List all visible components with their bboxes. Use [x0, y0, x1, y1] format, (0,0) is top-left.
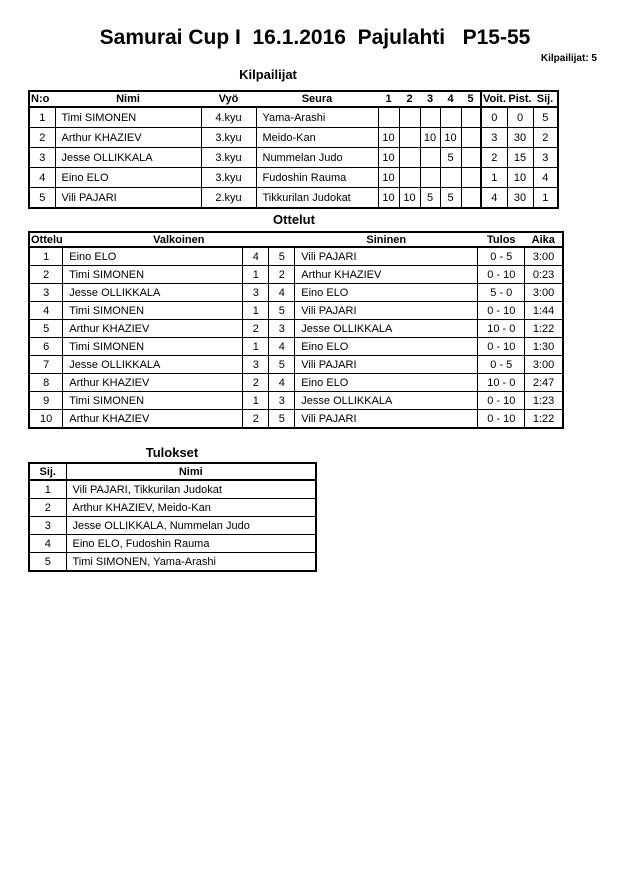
cell-score-3 [420, 107, 440, 128]
cell-score-4: 5 [440, 188, 461, 209]
cell-white-no: 1 [243, 266, 269, 284]
cell-no: 1 [29, 107, 55, 128]
cell-blue-no: 5 [269, 356, 295, 374]
cell-white-no: 1 [243, 338, 269, 356]
cell-no: 2 [29, 128, 55, 148]
cell-blue-name: Eino ELO [295, 374, 478, 392]
cell-place: 4 [29, 535, 66, 553]
cell-place: 1 [533, 188, 558, 209]
cell-blue-no: 5 [269, 247, 295, 266]
cell-blue-name: Eino ELO [295, 338, 478, 356]
cell-result: 0 - 10 [478, 338, 525, 356]
cell-match-no: 6 [29, 338, 63, 356]
cell-blue-no: 4 [269, 338, 295, 356]
cell-points: 30 [507, 188, 533, 209]
cell-points: 0 [507, 107, 533, 128]
competitor-row [29, 188, 558, 209]
cell-white-no: 4 [243, 247, 269, 266]
cell-time: 1:23 [525, 392, 563, 410]
cell-score-5 [461, 168, 481, 188]
cell-result: 0 - 10 [478, 266, 525, 284]
cell-score-3: 5 [420, 188, 440, 209]
cell-white-name: Timi SIMONEN [63, 338, 243, 356]
cell-club: Meido-Kan [256, 128, 378, 148]
cell-club: Nummelan Judo [256, 148, 378, 168]
cell-name: Eino ELO, Fudoshin Rauma [66, 535, 316, 553]
cell-white-name: Arthur KHAZIEV [63, 410, 243, 429]
cell-blue-name: Vili PAJARI [295, 302, 478, 320]
cell-place: 2 [533, 128, 558, 148]
cell-time: 3:00 [525, 247, 563, 266]
results-table-header [29, 463, 316, 480]
cell-place: 3 [533, 148, 558, 168]
cell-belt: 2.kyu [201, 188, 256, 209]
cell-blue-no: 3 [269, 320, 295, 338]
cell-score-2 [399, 168, 420, 188]
cell-blue-no: 5 [269, 302, 295, 320]
header-row [29, 91, 558, 107]
match-row [29, 392, 563, 410]
cell-points: 30 [507, 128, 533, 148]
match-row [29, 320, 563, 338]
cell-match-no: 1 [29, 247, 63, 266]
matches-section-heading: Ottelut [273, 212, 315, 227]
cell-result: 10 - 0 [478, 320, 525, 338]
cell-white-name: Jesse OLLIKKALA [63, 284, 243, 302]
cell-belt: 3.kyu [201, 148, 256, 168]
cell-score-3 [420, 148, 440, 168]
cell-match-no: 4 [29, 302, 63, 320]
competitors-table-body [29, 107, 558, 208]
result-row [29, 553, 316, 572]
cell-blue-name: Jesse OLLIKKALA [295, 320, 478, 338]
cell-name: Arthur KHAZIEV, Meido-Kan [66, 499, 316, 517]
cell-time: 1:22 [525, 320, 563, 338]
col-header-no: N:o [29, 91, 55, 107]
match-row [29, 374, 563, 392]
col-header-wins: Voit. [482, 93, 506, 105]
results-table-body [29, 480, 316, 571]
col-header-match-no: Ottelu [31, 233, 63, 246]
cell-blue-name: Vili PAJARI [295, 410, 478, 429]
cell-result: 0 - 5 [478, 356, 525, 374]
cell-result: 0 - 10 [478, 392, 525, 410]
match-row [29, 284, 563, 302]
cell-place: 3 [29, 517, 66, 535]
col-header-round-1: 1 [378, 91, 399, 107]
cell-time: 3:00 [525, 356, 563, 374]
match-row [29, 338, 563, 356]
cell-result: 0 - 5 [478, 247, 525, 266]
competitor-row [29, 168, 558, 188]
cell-match-no: 3 [29, 284, 63, 302]
cell-white-name: Timi SIMONEN [63, 392, 243, 410]
cell-time: 1:44 [525, 302, 563, 320]
cell-name: Jesse OLLIKKALA [55, 148, 201, 168]
cell-match-no: 5 [29, 320, 63, 338]
cell-time: 1:22 [525, 410, 563, 429]
cell-place: 2 [29, 499, 66, 517]
cell-white-name: Arthur KHAZIEV [63, 320, 243, 338]
col-header-round-4: 4 [440, 91, 461, 107]
cell-white-name: Eino ELO [63, 247, 243, 266]
cell-wins: 0 [481, 107, 507, 128]
cell-wins: 1 [481, 168, 507, 188]
cell-blue-name: Jesse OLLIKKALA [295, 392, 478, 410]
competitor-row [29, 128, 558, 148]
cell-name: Eino ELO [55, 168, 201, 188]
cell-score-1: 10 [378, 168, 399, 188]
competitors-section-heading: Kilpailijat [239, 67, 297, 82]
cell-white-no: 1 [243, 392, 269, 410]
cell-club: Tikkurilan Judokat [256, 188, 378, 209]
cell-result: 5 - 0 [478, 284, 525, 302]
cell-match-no: 7 [29, 356, 63, 374]
competitor-row [29, 148, 558, 168]
competitor-row [29, 107, 558, 128]
match-row [29, 356, 563, 374]
cell-time: 1:30 [525, 338, 563, 356]
cell-place: 5 [29, 553, 66, 572]
cell-score-3: 10 [420, 128, 440, 148]
cell-time: 0:23 [525, 266, 563, 284]
result-row [29, 535, 316, 553]
cell-wins: 2 [481, 148, 507, 168]
match-row [29, 302, 563, 320]
col-header-round-2: 2 [399, 91, 420, 107]
cell-score-1: 10 [378, 148, 399, 168]
cell-score-2 [399, 128, 420, 148]
cell-club: Fudoshin Rauma [256, 168, 378, 188]
col-header-round-3: 3 [420, 91, 440, 107]
cell-score-1: 10 [378, 128, 399, 148]
cell-time: 3:00 [525, 284, 563, 302]
results-section-heading: Tulokset [145, 445, 199, 460]
cell-result: 10 - 0 [478, 374, 525, 392]
matches-table [28, 231, 564, 429]
col-header-points: Pist. [508, 93, 532, 105]
matches-table-header [29, 232, 563, 247]
cell-score-2 [399, 148, 420, 168]
cell-blue-name: Eino ELO [295, 284, 478, 302]
cell-blue-name: Arthur KHAZIEV [295, 266, 478, 284]
cell-belt: 4.kyu [201, 107, 256, 128]
cell-match-no: 2 [29, 266, 63, 284]
col-header-name: Nimi [55, 91, 201, 107]
col-header-place: Sij. [29, 463, 66, 480]
cell-white-no: 1 [243, 302, 269, 320]
cell-result: 0 - 10 [478, 302, 525, 320]
cell-white-name: Timi SIMONEN [63, 302, 243, 320]
col-header-result: Tulos [478, 232, 525, 247]
cell-place: 1 [29, 480, 66, 499]
cell-club: Yama-Arashi [256, 107, 378, 128]
cell-time: 2:47 [525, 374, 563, 392]
cell-score-5 [461, 188, 481, 209]
result-row [29, 517, 316, 535]
match-row [29, 247, 563, 266]
cell-white-no: 2 [243, 320, 269, 338]
col-header-belt: Vyö [201, 91, 256, 107]
match-row [29, 266, 563, 284]
cell-white-no: 3 [243, 284, 269, 302]
cell-white-no: 3 [243, 356, 269, 374]
cell-result: 0 - 10 [478, 410, 525, 429]
cell-score-3 [420, 168, 440, 188]
cell-name: Vili PAJARI [55, 188, 201, 209]
col-header-place: Sij. [533, 91, 558, 107]
cell-blue-no: 3 [269, 392, 295, 410]
cell-no: 5 [29, 188, 55, 209]
cell-blue-no: 4 [269, 284, 295, 302]
cell-score-4 [440, 168, 461, 188]
col-header-name: Nimi [66, 463, 316, 480]
cell-blue-no: 5 [269, 410, 295, 429]
results-table [28, 462, 317, 572]
cell-wins: 3 [481, 128, 507, 148]
cell-place: 4 [533, 168, 558, 188]
col-header-club: Seura [256, 91, 378, 107]
cell-white-name: Timi SIMONEN [63, 266, 243, 284]
col-header-blue: Sininen [295, 232, 478, 247]
cell-score-4: 5 [440, 148, 461, 168]
cell-match-no: 8 [29, 374, 63, 392]
col-header-white: Valkoinen [63, 232, 295, 247]
competitors-table-header [29, 91, 558, 107]
cell-wins: 4 [481, 188, 507, 209]
cell-no: 3 [29, 148, 55, 168]
cell-score-5 [461, 148, 481, 168]
cell-name: Timi SIMONEN [55, 107, 201, 128]
cell-score-4: 10 [440, 128, 461, 148]
cell-belt: 3.kyu [201, 168, 256, 188]
page-title: Samurai Cup I 16.1.2016 Pajulahti P15-55 [99, 26, 531, 49]
cell-name: Timi SIMONEN, Yama-Arashi [66, 553, 316, 572]
col-header-round-5: 5 [461, 91, 481, 107]
competitors-table [28, 90, 559, 209]
cell-name: Vili PAJARI, Tikkurilan Judokat [66, 480, 316, 499]
cell-match-no: 10 [29, 410, 63, 429]
cell-score-5 [461, 107, 481, 128]
cell-blue-name: Vili PAJARI [295, 356, 478, 374]
matches-table-body [29, 247, 563, 428]
cell-name: Arthur KHAZIEV [55, 128, 201, 148]
cell-points: 15 [507, 148, 533, 168]
match-row [29, 410, 563, 429]
cell-blue-no: 2 [269, 266, 295, 284]
cell-score-2 [399, 107, 420, 128]
cell-white-name: Arthur KHAZIEV [63, 374, 243, 392]
cell-white-no: 2 [243, 410, 269, 429]
result-row [29, 480, 316, 499]
cell-score-4 [440, 107, 461, 128]
cell-belt: 3.kyu [201, 128, 256, 148]
cell-score-1: 10 [378, 188, 399, 209]
col-header-time: Aika [525, 232, 563, 247]
header-row [29, 463, 316, 480]
cell-match-no: 9 [29, 392, 63, 410]
result-row [29, 499, 316, 517]
cell-score-5 [461, 128, 481, 148]
cell-white-no: 2 [243, 374, 269, 392]
cell-points: 10 [507, 168, 533, 188]
cell-score-2: 10 [399, 188, 420, 209]
header-row [29, 232, 563, 247]
cell-white-name: Jesse OLLIKKALA [63, 356, 243, 374]
cell-score-1 [378, 107, 399, 128]
cell-blue-no: 4 [269, 374, 295, 392]
cell-blue-name: Vili PAJARI [295, 247, 478, 266]
cell-name: Jesse OLLIKKALA, Nummelan Judo [66, 517, 316, 535]
competitors-count-label: Kilpailijat: 5 [540, 53, 597, 64]
cell-place: 5 [533, 107, 558, 128]
cell-no: 4 [29, 168, 55, 188]
